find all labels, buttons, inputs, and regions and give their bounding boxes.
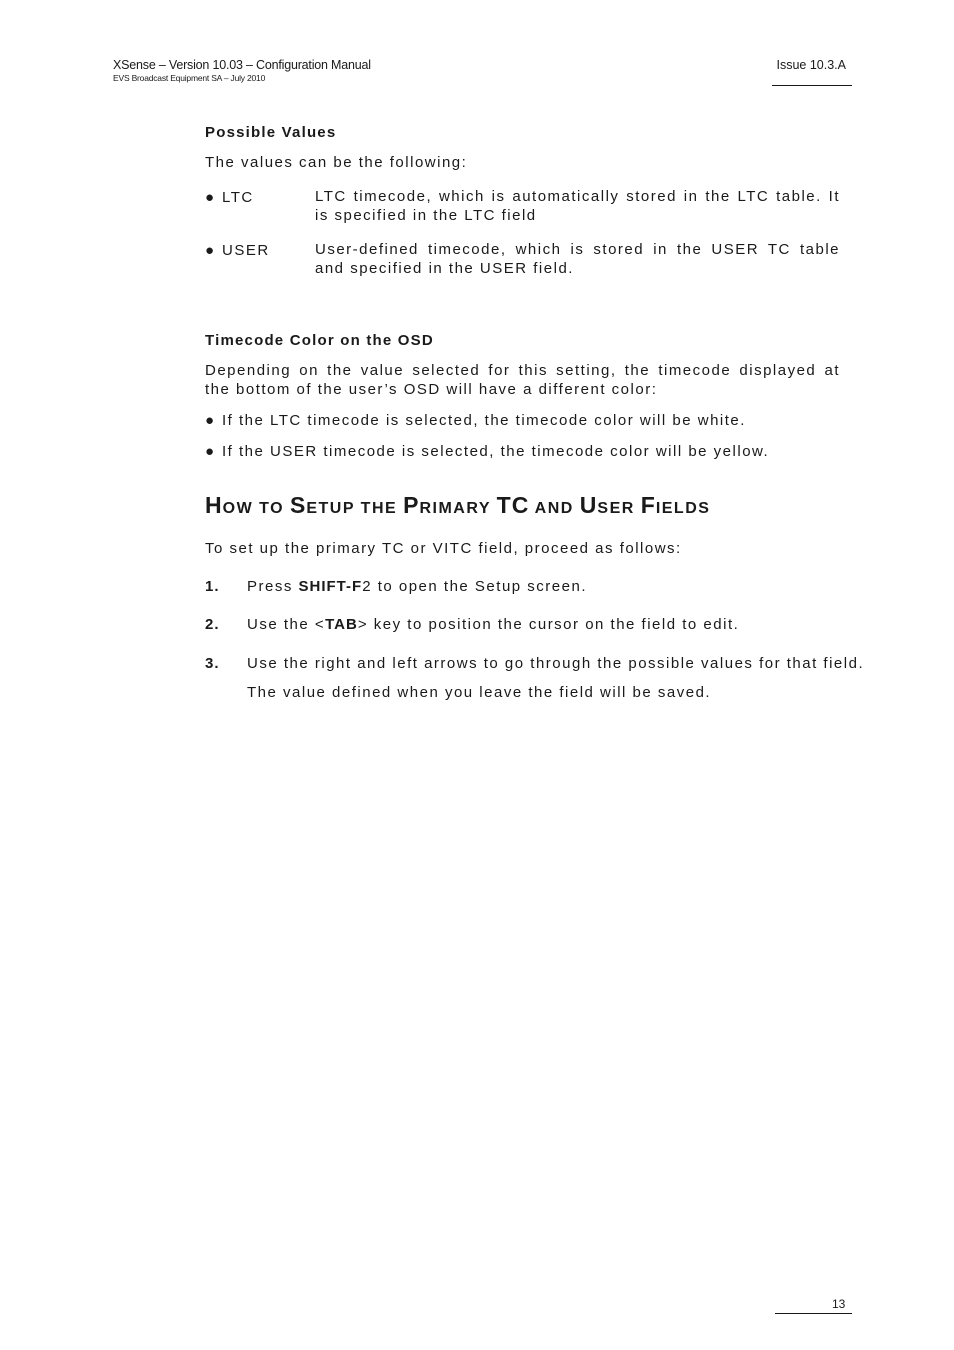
header-title: XSense – Version 10.03 – Configuration Manual — [113, 58, 371, 72]
osd-color-intro: Depending on the value selected for this setting, the timecode displayed at the bottom of the user’s OSD will have a different color: — [205, 362, 840, 398]
step-number: 2. — [205, 616, 220, 633]
step-2: Use the <TAB> key to position the cursor on the field to edit. — [247, 616, 740, 633]
value-item-user — [205, 242, 270, 259]
bullet-icon: ● — [205, 443, 216, 460]
possible-values-intro: The values can be the following: — [205, 154, 468, 171]
bullet-icon: ● — [205, 412, 216, 429]
step-1: Press SHIFT-F2 to open the Setup screen. — [247, 578, 587, 595]
key-shift-f: SHIFT-F — [298, 578, 363, 595]
osd-bullet-user: ● If the USER timecode is selected, the timecode color will be yellow. — [205, 443, 770, 460]
value-item-ltc — [205, 189, 254, 206]
header-rule — [772, 85, 852, 86]
header-issue: Issue 10.3.A — [776, 58, 846, 72]
header-subtitle: EVS Broadcast Equipment SA – July 2010 — [113, 73, 266, 83]
value-definition-user: User-defined timecode, which is stored in the USER TC table and specified in the USER field. — [315, 241, 840, 277]
bullet-icon: ● — [205, 242, 216, 259]
osd-color-heading: Timecode Color on the OSD — [205, 332, 434, 349]
step-number: 1. — [205, 578, 220, 595]
key-tab: TAB — [325, 616, 358, 633]
possible-values-heading: Possible Values — [205, 124, 337, 141]
step-note: The value defined when you leave the field will be saved. — [247, 684, 712, 701]
howto-heading: HOW TO SETUP THE PRIMARY TC AND USER FIELDS — [205, 492, 711, 518]
step-3: Use the right and left arrows to go through the possible values for that field. — [247, 655, 865, 672]
page-number: 13 — [832, 1297, 846, 1311]
value-term: USER — [222, 242, 270, 259]
value-definition-ltc: LTC timecode, which is automatically stored in the LTC table. It is specified in the LTC field — [315, 188, 840, 224]
step-number: 3. — [205, 655, 220, 672]
footer-rule — [775, 1313, 852, 1314]
osd-bullet-ltc: ● If the LTC timecode is selected, the timecode color will be white. — [205, 412, 746, 429]
bullet-icon: ● — [205, 189, 216, 206]
howto-intro: To set up the primary TC or VITC field, proceed as follows: — [205, 540, 682, 557]
value-term: LTC — [222, 189, 254, 206]
